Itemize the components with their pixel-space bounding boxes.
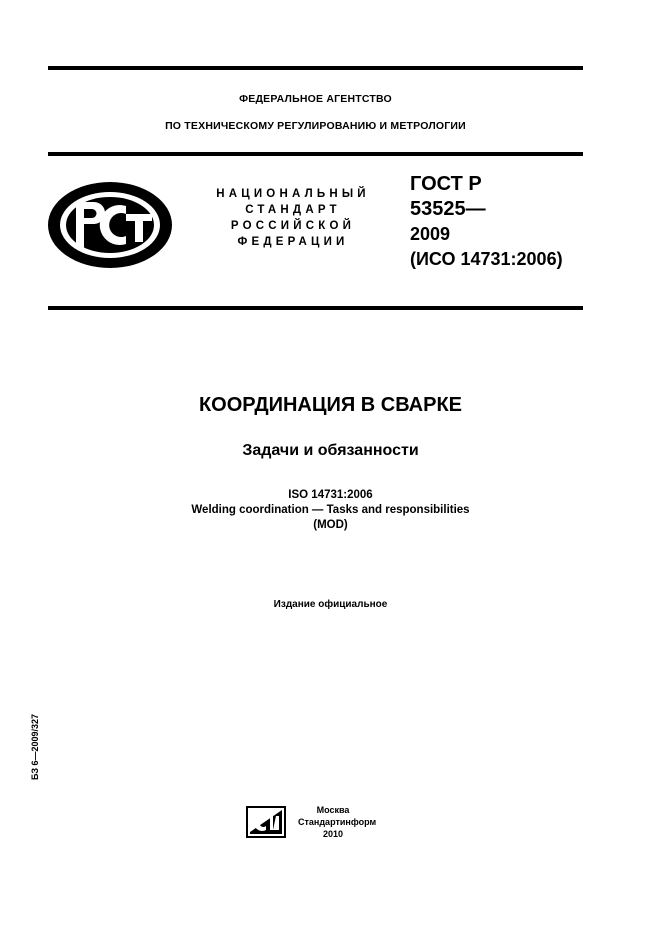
iso-line-1: ISO 14731:2006: [288, 489, 373, 501]
document-title: КООРДИНАЦИЯ В СВАРКЕ: [198, 394, 463, 416]
publisher-name: Стандартинформ: [298, 817, 377, 827]
publisher-city: Москва: [316, 805, 350, 815]
designation-line-2: 53525—: [410, 198, 486, 220]
standartinform-logo: [246, 806, 286, 838]
document-subtitle: Задачи и обязанности: [242, 442, 419, 459]
agency-line-2: ПО ТЕХНИЧЕСКОМУ РЕГУЛИРОВАНИЮ И МЕТРОЛОГИИ: [165, 120, 466, 132]
national-standard-block: [200, 186, 386, 250]
agency-line-1: ФЕДЕРАЛЬНОЕ АГЕНТСТВО: [239, 93, 392, 105]
national-standard-line-1: НАЦИОНАЛЬНЫЙ: [216, 188, 370, 200]
national-standard-line-3: РОССИЙСКОЙ: [230, 220, 356, 232]
publisher-block: [298, 804, 377, 840]
upper-rule: [48, 152, 583, 156]
designation-line-1: ГОСТ Р: [410, 173, 482, 195]
designation-line-4: (ИСО 14731:2006): [410, 249, 563, 269]
iso-line-3: (MOD): [313, 519, 348, 531]
rst-logo: [46, 180, 174, 270]
designation-block: [410, 172, 563, 272]
edition-label: Издание официальное: [273, 599, 388, 610]
national-standard-line-4: ФЕДЕРАЦИИ: [237, 236, 349, 248]
iso-reference: [0, 488, 661, 533]
rst-logo-letters: РСТ: [46, 180, 48, 181]
publisher-year: 2010: [322, 829, 344, 839]
top-rule: [48, 66, 583, 70]
side-code: БЗ 6—2009/327: [30, 713, 40, 780]
national-standard-line-2: СТАНДАРТ: [245, 204, 341, 216]
designation-line-3: 2009: [410, 224, 451, 244]
lower-rule: [48, 306, 583, 310]
iso-line-2: Welding coordination — Tasks and responsibilities: [191, 504, 470, 516]
